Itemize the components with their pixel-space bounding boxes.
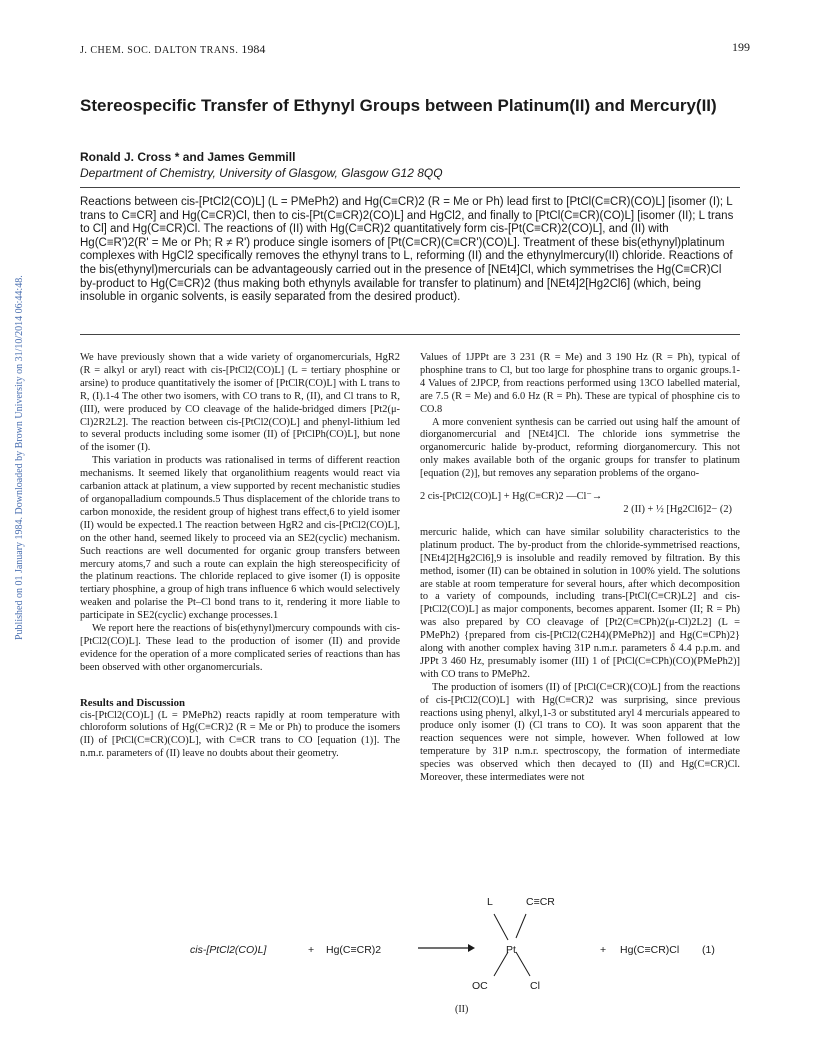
page-number: 199 [732,40,750,54]
scheme-reactant-2: Hg(C≡CR)2 [326,944,382,956]
paragraph: Values of 1JPPt are 3 231 (R = Me) and 3 190 Hz (R = Ph), typical of phosphine trans to Cl, but too large for phosphine trans to organic groups.1-4 Values of 2JPCP, from reactions performed using 13CO labelled material, are 7.5 (R = Me) and 6.0 Hz (R = Ph). These are typical of phosphine cis to CO.8 [420,352,740,415]
scheme-plus-2: + [600,944,607,956]
equation-2-line-1: 2 cis-[PtCl2(CO)L] + Hg(C≡CR)2 —Cl⁻→ [420,491,603,503]
authors: Ronald J. Cross * and James Gemmill [80,150,296,164]
scheme-equation-number: (1) [702,944,715,956]
paragraph: cis-[PtCl2(CO)L] (L = PMePh2) reacts rapidly at room temperature with chloroform solutions of Hg(C≡CR)2 (R = Me or Ph) to produce the isomers (II) of [PtCl(C≡CR)(CO)L], with C≡CR trans to CO [equation (1)]. The n.m.r. parameters of (II) leave no doubts about their geometry. [80,709,400,760]
left-column [80,352,400,761]
scheme-byproduct: Hg(C≡CR)Cl [620,944,680,956]
metal-pt: Pt [506,944,516,956]
reaction-scheme-1 [80,880,740,1000]
affiliation: Department of Chemistry, University of Glasgow, Glasgow G12 8QQ [80,166,443,180]
ligand-L: L [487,896,493,908]
section-heading: Results and Discussion [80,696,186,709]
scheme-plus-1: + [308,944,315,956]
ligand-ethynyl: C≡CR [526,896,555,908]
article-title: Stereospecific Transfer of Ethynyl Groups between Platinum(II) and Mercury(II) [80,96,717,115]
paragraph: mercuric halide, which can have similar solubility characteristics to the platinum product. The by-product from the chloride-symmetrised reactions, [NEt4]2[Hg2Cl6],9 is insoluble and readily removed by filtration. By this method, isomer (II) can be obtained in solution in 100% yield. The solutions are stable at room temperature for several hours, after which decomposition to a variety of compounds, including trans-[PtCl(C≡CR)L2] and cis-[PtCl2(CO)L] as major components, becomes apparent. Isomer (II; R = Ph) was also prepared by CO cleavage of [Pt2(C≡CPh)2(μ-Cl)2L2] (L = PMePh2) {prepared from cis-[PtCl2(C2H4)(PMePh2)] and Hg(C≡CPh)2} along with another complex having 31P n.m.r. parameters δ 4.4 p.p.m. and JPPt 3 460 Hz, presumably isomer (III) 1 of [PtCl(C≡CPh)(CO)(PMePh2)] with CO trans to PMePh2. [420,526,740,680]
abstract-bottom-rule [80,334,740,335]
ligand-cl: Cl [530,980,540,992]
paragraph: We report here the reactions of bis(ethynyl)mercury compounds with cis-[PtCl2(CO)L]. These lead to the production of isomer (II) and provide evidence for the operation of a more complicated series of reactions than has been observed with other organomercurials. [80,623,400,673]
abstract: Reactions between cis-[PtCl2(CO)L] (L = PMePh2) and Hg(C≡CR)2 (R = Me or Ph) lead first to [PtCl(C≡CR)(CO)L] [isomer (I); L trans to C≡CR] and Hg(C≡CR)Cl, then to cis-[Pt(C≡CR)2(CO)L] and HgCl2, and finally to [PtCl(C≡CR)(CO)L] [isomer (II); L trans to Cl] and Hg(C≡CR)Cl. The reactions of (II) with Hg(C≡CR)2 quantitatively form cis-[Pt(C≡CR)2(CO)L], and (II) with Hg(C≡R')2(R' = Me or Ph; R ≠ R') produce single isomers of [Pt(C≡CR)(C≡CR')(CO)L]. Treatment of these bis(ethynyl)platinum complexes with HgCl2 specifically removes the ethynyl trans to L, reforming (II) and the ethynylmercury(II) chloride. Reactions of the bis(ethynyl)mercurials can be advantageously carried out in the presence of [NEt4]Cl, which symmetrises the Hg(C≡CR)Cl by-product to Hg(C≡CR)2 (thus making both ethynyls available for transfer to platinum) and [NEt4]2[Hg2Cl6] (which, being insoluble in organic solvents, is easily separated from the desired product). [80,196,734,304]
paragraph: This variation in products was rationalised in terms of different reaction mechanisms. It seemed likely that organolithium reagents would react via carbanion attack at platinum, a view supported by recent mechanistic studies of organopalladium compounds.5 Thus displacement of the chloride trans to carbon monoxide, the resident group of highest trans effect,6 to yield isomer (II) would be expected.1 The reaction between HgR2 and cis-[PtCl2(CO)L], on the other hand, seemed likely to proceed via an SE2(cyclic) mechanism. Such reactions are well documented for organic group transfers between mercury atoms,7 and such a route can explain the high stereospecificity of the platinum reactions. The chloride replaced to give isomer (I) is opposite tertiary phosphine, a group of high trans influence 6 which would selectively weaken and polarise the Pt–Cl bond trans to it, rendering it more liable to participate in SE2(cyclic) exchange processes.1 [80,455,400,622]
journal-year: 1984 [241,42,266,56]
running-head [80,42,265,57]
paragraph: The production of isomers (II) of [PtCl(C≡CR)(CO)L] from the reactions of cis-[PtCl2(CO)L] with Hg(C≡CR)2 was surprising, since previous reactions using phenyl, alkyl,1-3 or substituted aryl 4 mercurials appeared to produce only isomer (I) (Cl trans to CO). It was soon apparent that the reaction sequences were not simple, however. When followed at low temperature by 31P n.m.r. spectroscopy, the formation of intermediate species was observed which then decayed to (II) and Hg(C≡CR)Cl. Moreover, these intermediates were not [420,681,740,784]
compound-label: (II) [455,1004,469,1015]
ligand-oc: OC [472,980,488,992]
equation-2-line-2: 2 (II) + ½ [Hg2Cl6]2− (2) [623,503,732,515]
download-watermark: Published on 01 January 1984. Downloaded by Brown University on 31/10/2014 06:44:48. [14,275,25,640]
journal-name: J. CHEM. SOC. DALTON TRANS. [80,45,239,56]
right-column [420,352,740,785]
paragraph: A more convenient synthesis can be carried out using half the amount of diorganomercurial and [NEt4]Cl. The chloride ions symmetrise the organomercuric halide by-product, reforming diorganomercury. This not only makes available both of the organic groups for transfer to platinum [equation (2)], but removes any separation problems of the organo- [420,416,740,480]
scheme-reactant-1: cis-[PtCl2(CO)L] [190,944,267,956]
equation-2 [420,491,740,517]
abstract-top-rule [80,187,740,188]
paragraph: We have previously shown that a wide variety of organomercurials, HgR2 (R = alkyl or aryl) react with cis-[PtCl2(CO)L] (L = tertiary phosphine or arsine) to produce quantitatively the isomer of [PtClR(CO)L] with L trans to R, (I).1-4 The other two isomers, with CO trans to R, (II), and Cl trans to R, (III), were produced by CO cleavage of the halide-bridged dimers [Pt2(μ-Cl)2R2L2]. The reaction between cis-[PtCl2(CO)L] and phenyl-lithium led to several products including some isomer (II) of [PtClPh(CO)L], but none of the isomer (I). [80,352,400,454]
